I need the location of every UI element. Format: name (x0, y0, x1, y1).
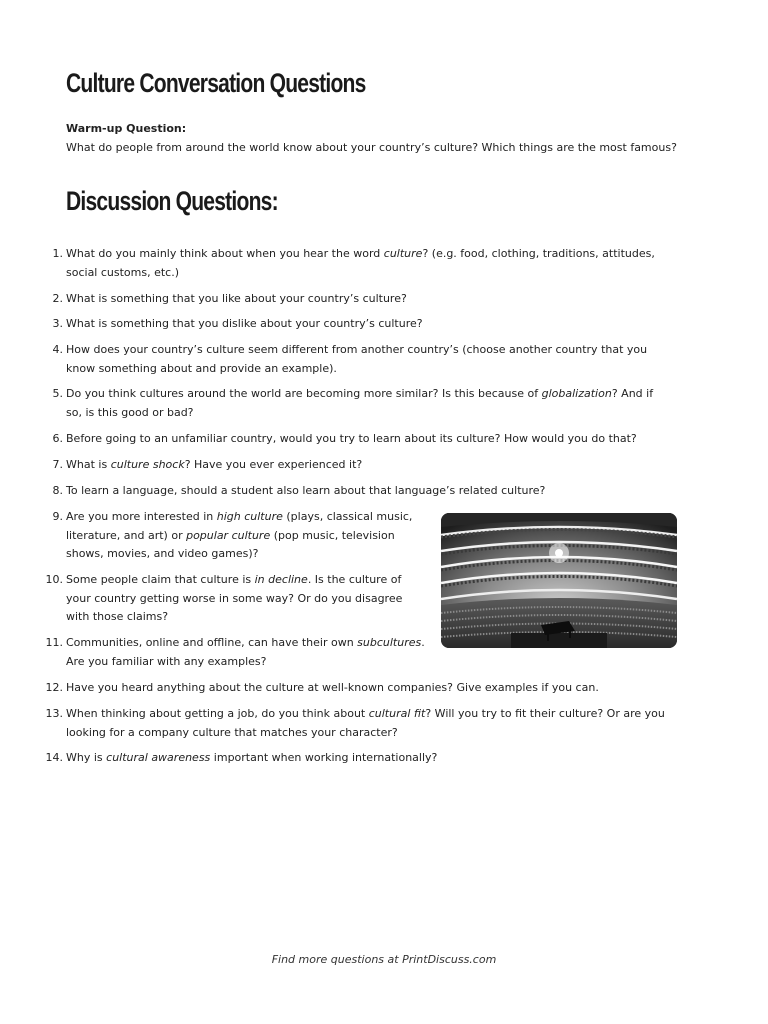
question-number: 7. (52, 458, 63, 471)
question-number: 13. (45, 707, 63, 720)
question-item (45, 705, 672, 742)
question-number: 5. (52, 387, 63, 400)
question-number: 11. (45, 636, 63, 649)
warmup-label: Warm-up Question: (66, 122, 187, 135)
question-text: When thinking about getting a job, do you think about (66, 707, 369, 720)
question-text: . Are you familiar with any examples? (66, 636, 425, 668)
question-text: . Is the culture of your country getting worse in some way? Or do you disagree with those claims? (66, 573, 403, 623)
question-text: Before going to an unfamiliar country, would you try to learn about its culture? How would you do that? (66, 432, 637, 445)
question-text: What is something that you like about your country’s culture? (66, 292, 407, 305)
question-term: subcultures (357, 636, 422, 649)
footer-text: Find more questions at PrintDiscuss.com (271, 953, 497, 966)
question-text: Have you heard anything about the culture at well-known companies? Give examples if you can. (66, 681, 599, 694)
warmup-question: What do people from around the world know about your country’s culture? Which things are the most famous? (66, 141, 677, 154)
question-text: To learn a language, should a student also learn about that language’s related culture? (66, 484, 546, 497)
question-term: cultural awareness (106, 751, 211, 764)
question-item (52, 508, 426, 564)
question-term: popular culture (186, 528, 271, 542)
question-number: 2. (52, 292, 63, 305)
question-term: cultural fit (368, 707, 426, 720)
question-item (52, 290, 672, 309)
question-term: culture shock (110, 458, 185, 471)
question-number: 10. (45, 573, 63, 586)
question-term: high culture (216, 510, 283, 523)
question-number: 1. (52, 247, 63, 260)
question-item (52, 456, 672, 475)
question-text: ? Have you ever experienced it? (184, 458, 363, 471)
question-text: What do you mainly think about when you hear the word (66, 247, 384, 260)
question-item (45, 679, 672, 698)
question-number: 14. (45, 751, 63, 764)
question-number: 8. (52, 484, 63, 497)
question-term: globalization (541, 387, 612, 400)
question-number: 3. (52, 317, 63, 330)
question-text: Do you think cultures around the world are becoming more similar? Is this because of (66, 387, 542, 400)
question-item (52, 341, 672, 378)
discussion-title: Discussion Questions: (66, 186, 278, 216)
question-item (52, 385, 672, 422)
question-item (45, 634, 438, 671)
question-text: What is something that you dislike about your country’s culture? (66, 317, 423, 330)
question-text: How does your country’s culture seem different from another country’s (choose another country that you know something about and provide an example). (66, 343, 648, 375)
question-text: ? Will you try to fit their culture? Or are you looking for a company culture that matches your character? (66, 707, 665, 739)
question-item (45, 749, 672, 768)
question-item (52, 430, 672, 449)
question-text: important when working internationally? (210, 751, 438, 764)
question-text: ? (e.g. food, clothing, traditions, attitudes, social customs, etc.) (66, 247, 655, 279)
question-item (52, 245, 672, 282)
question-term: in decline (254, 573, 308, 586)
page-title: Culture Conversation Questions (66, 68, 366, 98)
question-number: 4. (52, 343, 63, 356)
question-term: culture (383, 247, 423, 260)
question-item (45, 571, 426, 627)
question-text: What is (66, 458, 111, 471)
question-text: ? And if so, is this good or bad? (66, 387, 654, 419)
question-number: 9. (52, 510, 63, 523)
question-number: 6. (52, 432, 63, 445)
question-number: 12. (45, 681, 63, 694)
question-text: Some people claim that culture is (66, 573, 255, 586)
question-text: (plays, classical music, literature, and art) or (66, 510, 413, 542)
question-item (52, 482, 672, 501)
question-text: (pop music, television shows, movies, and video games)? (66, 528, 395, 560)
opera-house-photo (441, 513, 677, 648)
question-item (52, 315, 672, 334)
question-text: Why is (66, 751, 107, 764)
question-text: Communities, online and offline, can have their own (66, 636, 358, 649)
question-text: Are you more interested in (66, 510, 217, 523)
